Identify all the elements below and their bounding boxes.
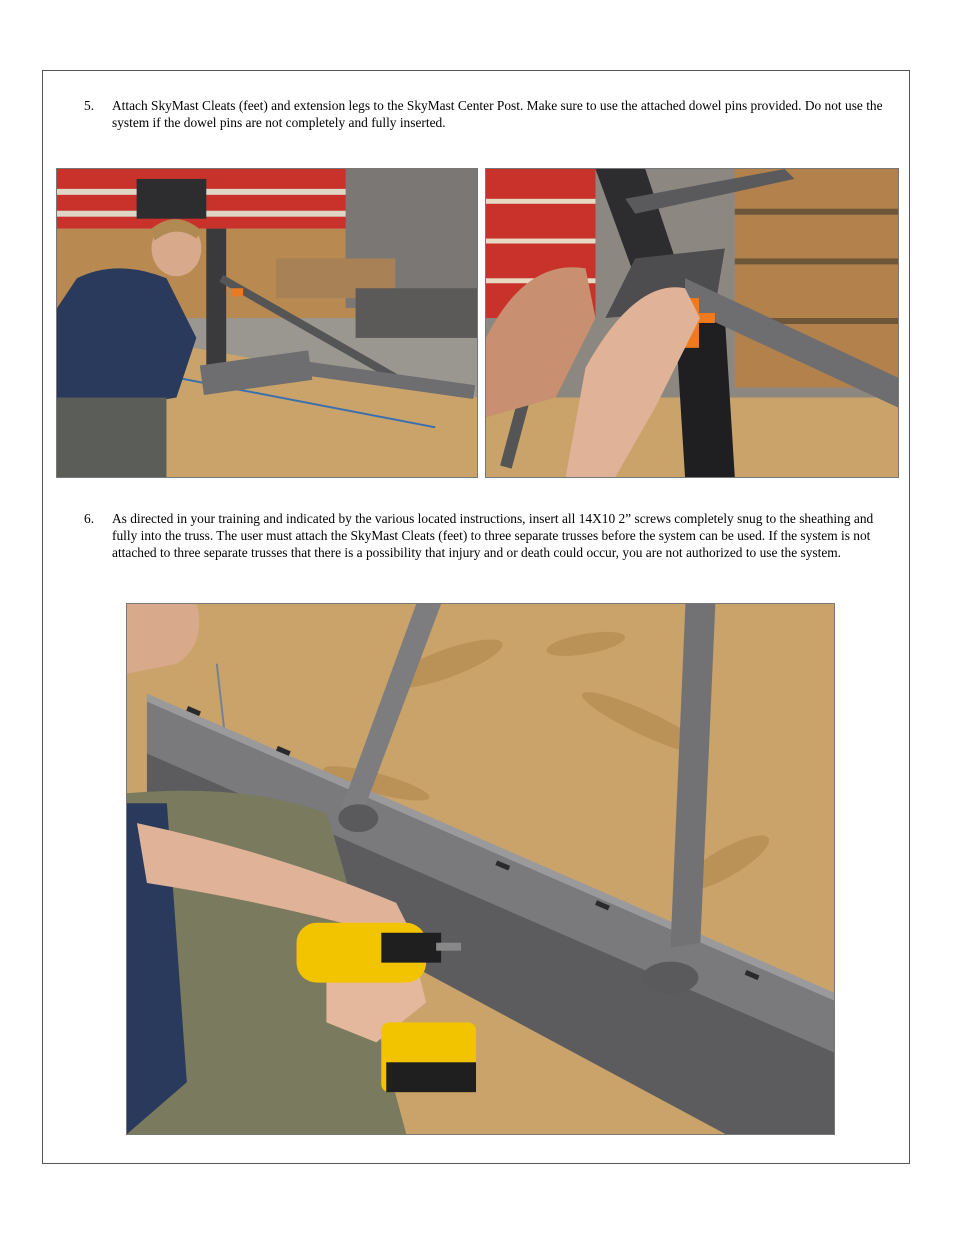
photo-worker-attaching-mast [56,168,478,478]
photo-drilling-screws-into-cleat [126,603,835,1135]
step-number: 6. [84,511,95,526]
step-5 [84,97,894,133]
step-6 [84,510,894,580]
photo-closeup-dowel-pin [485,168,899,478]
step-number: 5. [84,98,95,113]
step-text: As directed in your training and indicated by the various located instructions, insert all 14X10 2” screws completely snug to the sheathing and fully into the truss. The user must attach the SkyMast Cleats (feet) to three separate trusses before the system can be used. If the system is not attached to three separate trusses that there is a possibility that injury and or death could occur, you are not authorized to use the system. [112,511,874,560]
step-text: Attach SkyMast Cleats (feet) and extension legs to the SkyMast Center Post. Make sure to use the attached dowel pins provided. Do not use the system if the dowel pins are not completely and fully inserted. [112,98,883,130]
